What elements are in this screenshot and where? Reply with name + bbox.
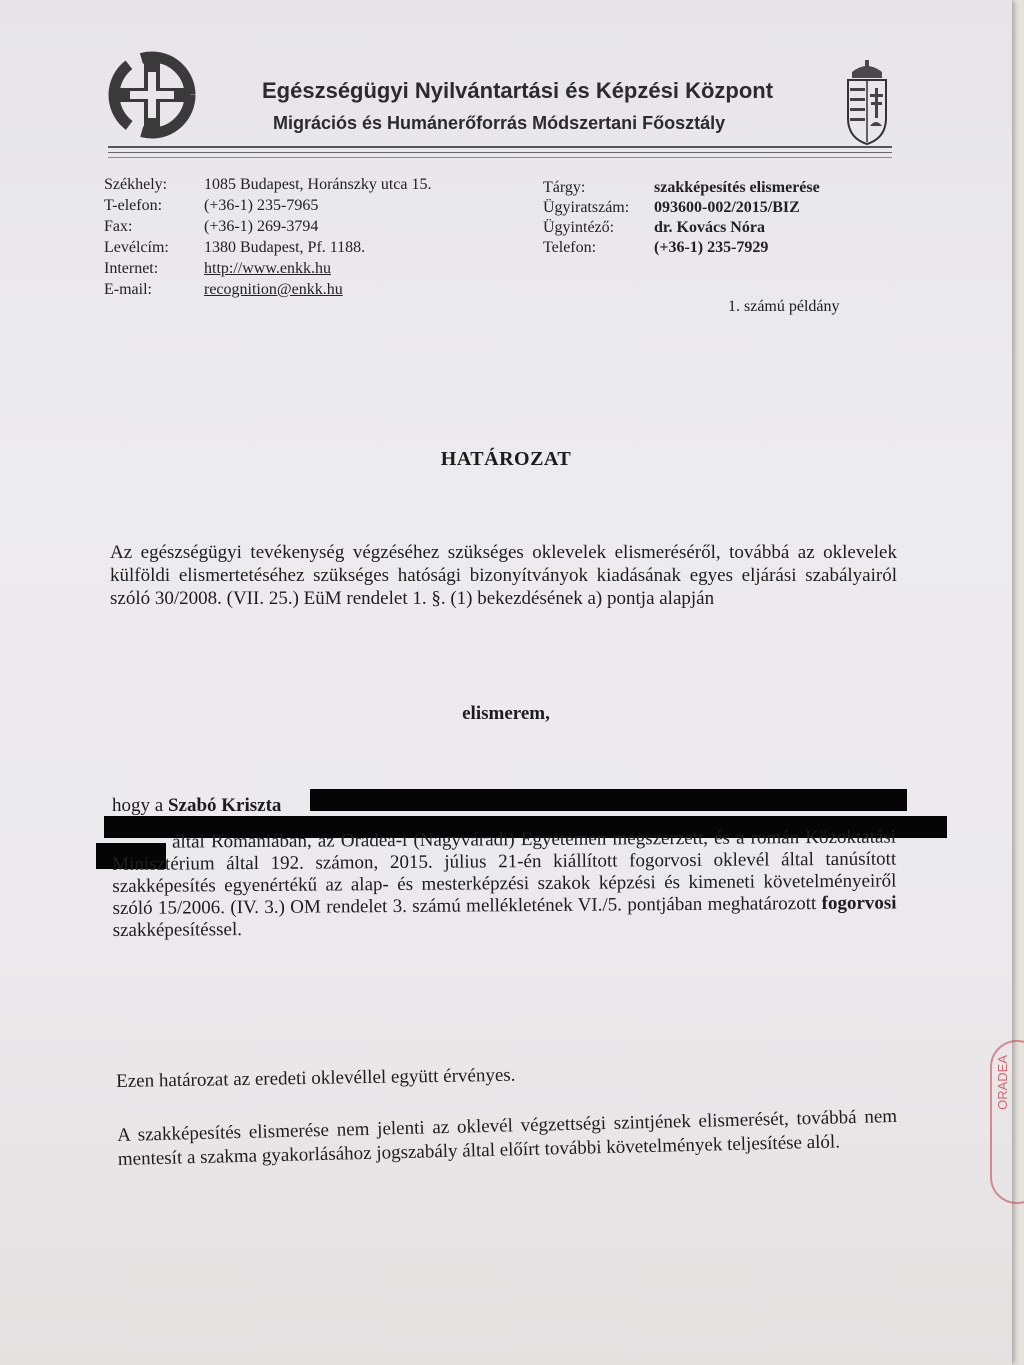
email-link[interactable]: recognition@enkk.hu (204, 281, 343, 298)
profession-name: fogorvosi (821, 892, 897, 915)
copy-number-note: 1. számú példány (728, 298, 840, 315)
contact-label: E-mail: (104, 281, 152, 298)
contact-label: Fax: (104, 218, 133, 235)
body-suffix: szakképesítéssel. (112, 919, 243, 941)
header-divider (108, 152, 892, 153)
contact-value: 1380 Budapest, Pf. 1188. (204, 239, 366, 256)
document-title: HATÁROZAT (440, 448, 572, 470)
case-label: Ügyiratszám: (543, 199, 630, 216)
contact-label: Székhely: (104, 176, 168, 193)
contact-label: Internet: (104, 260, 159, 277)
disclaimer-paragraph: A szakképesítés elismerése nem jelenti az oklevél végzettségi szintjének elismerését, továbbá nem mentesít a szakma gyakorlásához jogszabály által előírt további követelmények teljesítése alól. (117, 1105, 898, 1170)
legal-basis-paragraph: Az egészségügyi tevékenység végzéséhez szükséges oklevelek elismeréséről, továbbá az oklevelek külföldi elismertetéséhez szükséges hatósági bizonyítványok kiadásának egyes eljárási szabályairól szóló 30/2008. (VII. 25.) EüM rendelet 1. §. (1) bekezdésének a) pontja alapján (110, 542, 897, 609)
case-label: Ügyintéző: (543, 219, 615, 236)
case-value: 093600-002/2015/BIZ (654, 199, 800, 216)
contact-value: 1085 Budapest, Horánszky utca 15. (204, 176, 432, 193)
contact-label: Levélcím: (104, 239, 169, 256)
enkk-logo-icon (106, 50, 198, 140)
decision-word: elismerem, (462, 703, 550, 724)
case-label: Tárgy: (543, 179, 586, 196)
coat-of-arms-icon (842, 58, 892, 146)
contact-value: (+36-1) 235-7965 (204, 197, 319, 214)
body-first-line (112, 795, 281, 817)
stamp-text: ORADEA (995, 1055, 1010, 1110)
organization-name: Egészségügyi Nyilvántartási és Képzési Központ (262, 78, 774, 103)
recognition-paragraph (112, 827, 897, 942)
website-link[interactable]: http://www.enkk.hu (204, 260, 331, 277)
header-divider (108, 157, 892, 158)
validity-statement: Ezen határozat az eredeti oklevéllel együtt érvényes. (116, 1064, 516, 1092)
case-value: (+36-1) 235-7929 (654, 239, 769, 256)
contact-value: (+36-1) 269-3794 (204, 218, 319, 235)
case-value: dr. Kovács Nóra (654, 219, 765, 236)
header-divider (108, 146, 892, 148)
case-label: Telefon: (543, 239, 597, 256)
body-text: által Romániában, az Oradea-i (Nagyváradi) Egyetemen megszerzett, és a román Közoktatási Minisztérium által 192. számon, 2015. július 21-én kiállított fogorvosi oklevél által tanúsított szakképesítés egyenértékű az alap- és mesterképzési szakok képzési és kimeneti követelményeiről szóló 15/2006. (IV. 3.) OM rendelet 3. számú mellékletének VI./5. pontjában meghatározott (112, 826, 897, 919)
contact-label: T-elefon: (104, 197, 163, 214)
body-prefix: hogy a (112, 795, 168, 816)
applicant-name: Szabó Kriszta (167, 795, 282, 816)
department-name: Migrációs és Humánerőforrás Módszertani Főosztály (273, 113, 726, 133)
case-value: szakképesítés elismerése (654, 179, 820, 196)
redaction-bar (310, 789, 907, 811)
